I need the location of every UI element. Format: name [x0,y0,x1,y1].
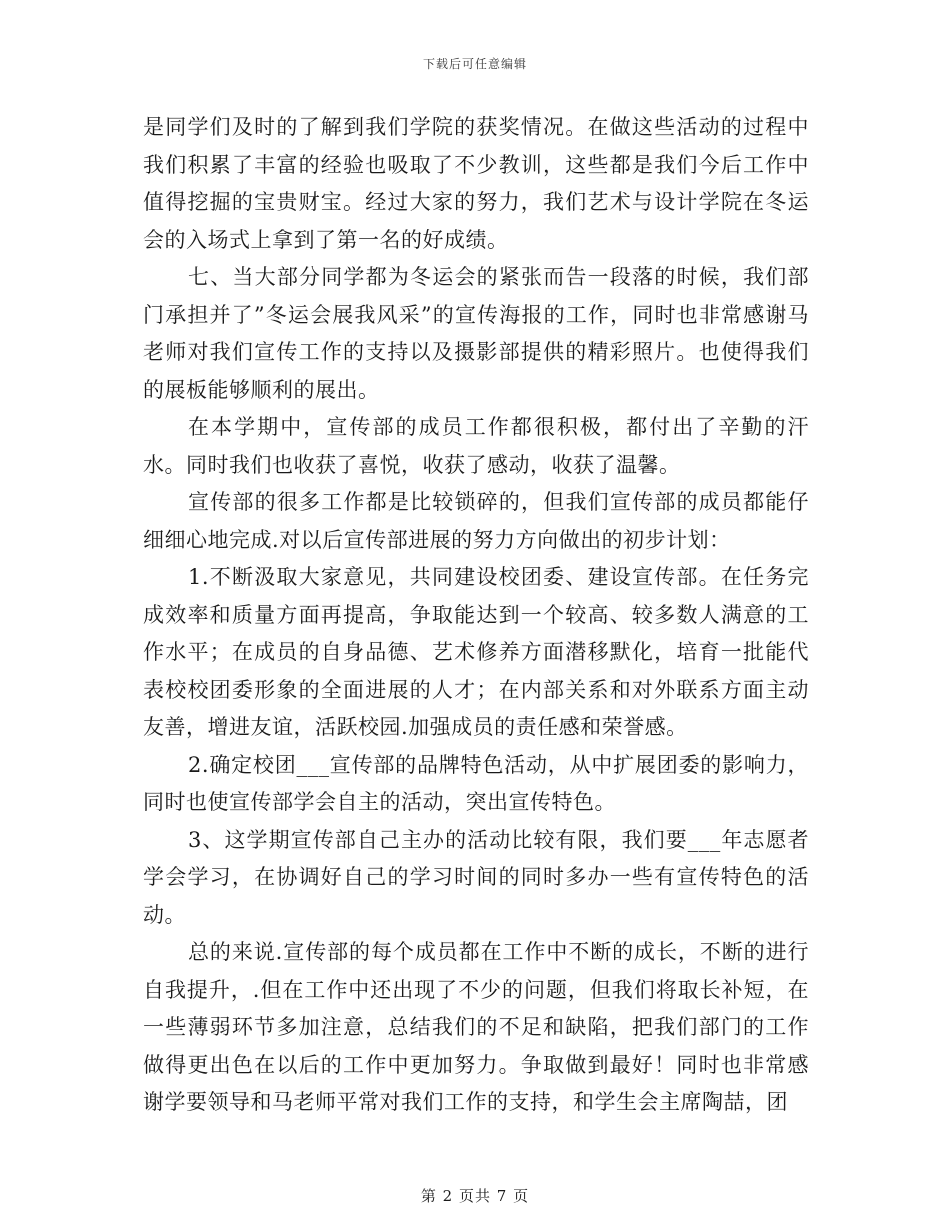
paragraph-plan-one: 1.不断汲取大家意见，共同建设校团委、建设宣传部。在任务完成效率和质量方面再提高，争取能达到一个较高、较多数人满意的工作水平；在成员的自身品德、艺术修养方面潜移默化，培育一批能代表校校团委形象的全面进展的人才；在内部关系和对外联系方面主动友善，增进友谊，活跃校园.加强成员的责任感和荣誉感。 [143,565,809,739]
paragraph-plan-three: 3、这学期宣传部自己主办的活动比较有限，我们要___年志愿者学会学习，在协调好自己的学习时间的同时多办一些有宣传特色的活动。 [143,827,809,927]
paragraph-plan-two: 2.确定校团___宣传部的品牌特色活动，从中扩展团委的影响力，同时也使宣传部学会自主的活动，突出宣传特色。 [143,752,809,814]
paragraph-item-seven: 七、当大部分同学都为冬运会的紧张而告一段落的时候，我们部门承担并了”冬运会展我风采”的宣传海报的工作，同时也非常感谢马老师对我们宣传工作的支持以及摄影部提供的精彩照片。也使得我们的展板能够顺利的展出。 [143,265,809,402]
paragraph-semester-summary: 在本学期中，宣传部的成员工作都很积极，都付出了辛勤的汗水。同时我们也收获了喜悦，收获了感动，收获了温馨。 [143,415,809,477]
page-header: 下载后可任意编辑 [422,57,527,71]
paragraph-continuation: 是同学们及时的了解到我们学院的获奖情况。在做这些活动的过程中我们积累了丰富的经验也吸取了不少教训，这些都是我们今后工作中值得挖掘的宝贵财宝。经过大家的努力，我们艺术与设计学院在冬运会的入场式上拿到了第一名的好成绩。 [143,115,809,252]
paragraph-conclusion: 总的来说.宣传部的每个成员都在工作中不断的成长，不断的进行自我提升，.但在工作中还出现了不少的问题，但我们将取长补短，在一些薄弱环节多加注意，总结我们的不足和缺陷，把我们部门的工作做得更出色在以后的工作中更加努力。争取做到最好！同时也非常感谢学要领导和马老师平常对我们工作的支持，和学生会主席陶喆，团 [143,940,809,1114]
paragraph-plan-intro: 宣传部的很多工作都是比较锁碎的，但我们宣传部的成员都能仔细细心地完成.对以后宣传部进展的努力方向做出的初步计划： [143,490,809,552]
document-body [143,109,809,1122]
page-number: 第 2 页共 7 页 [420,1187,530,1205]
